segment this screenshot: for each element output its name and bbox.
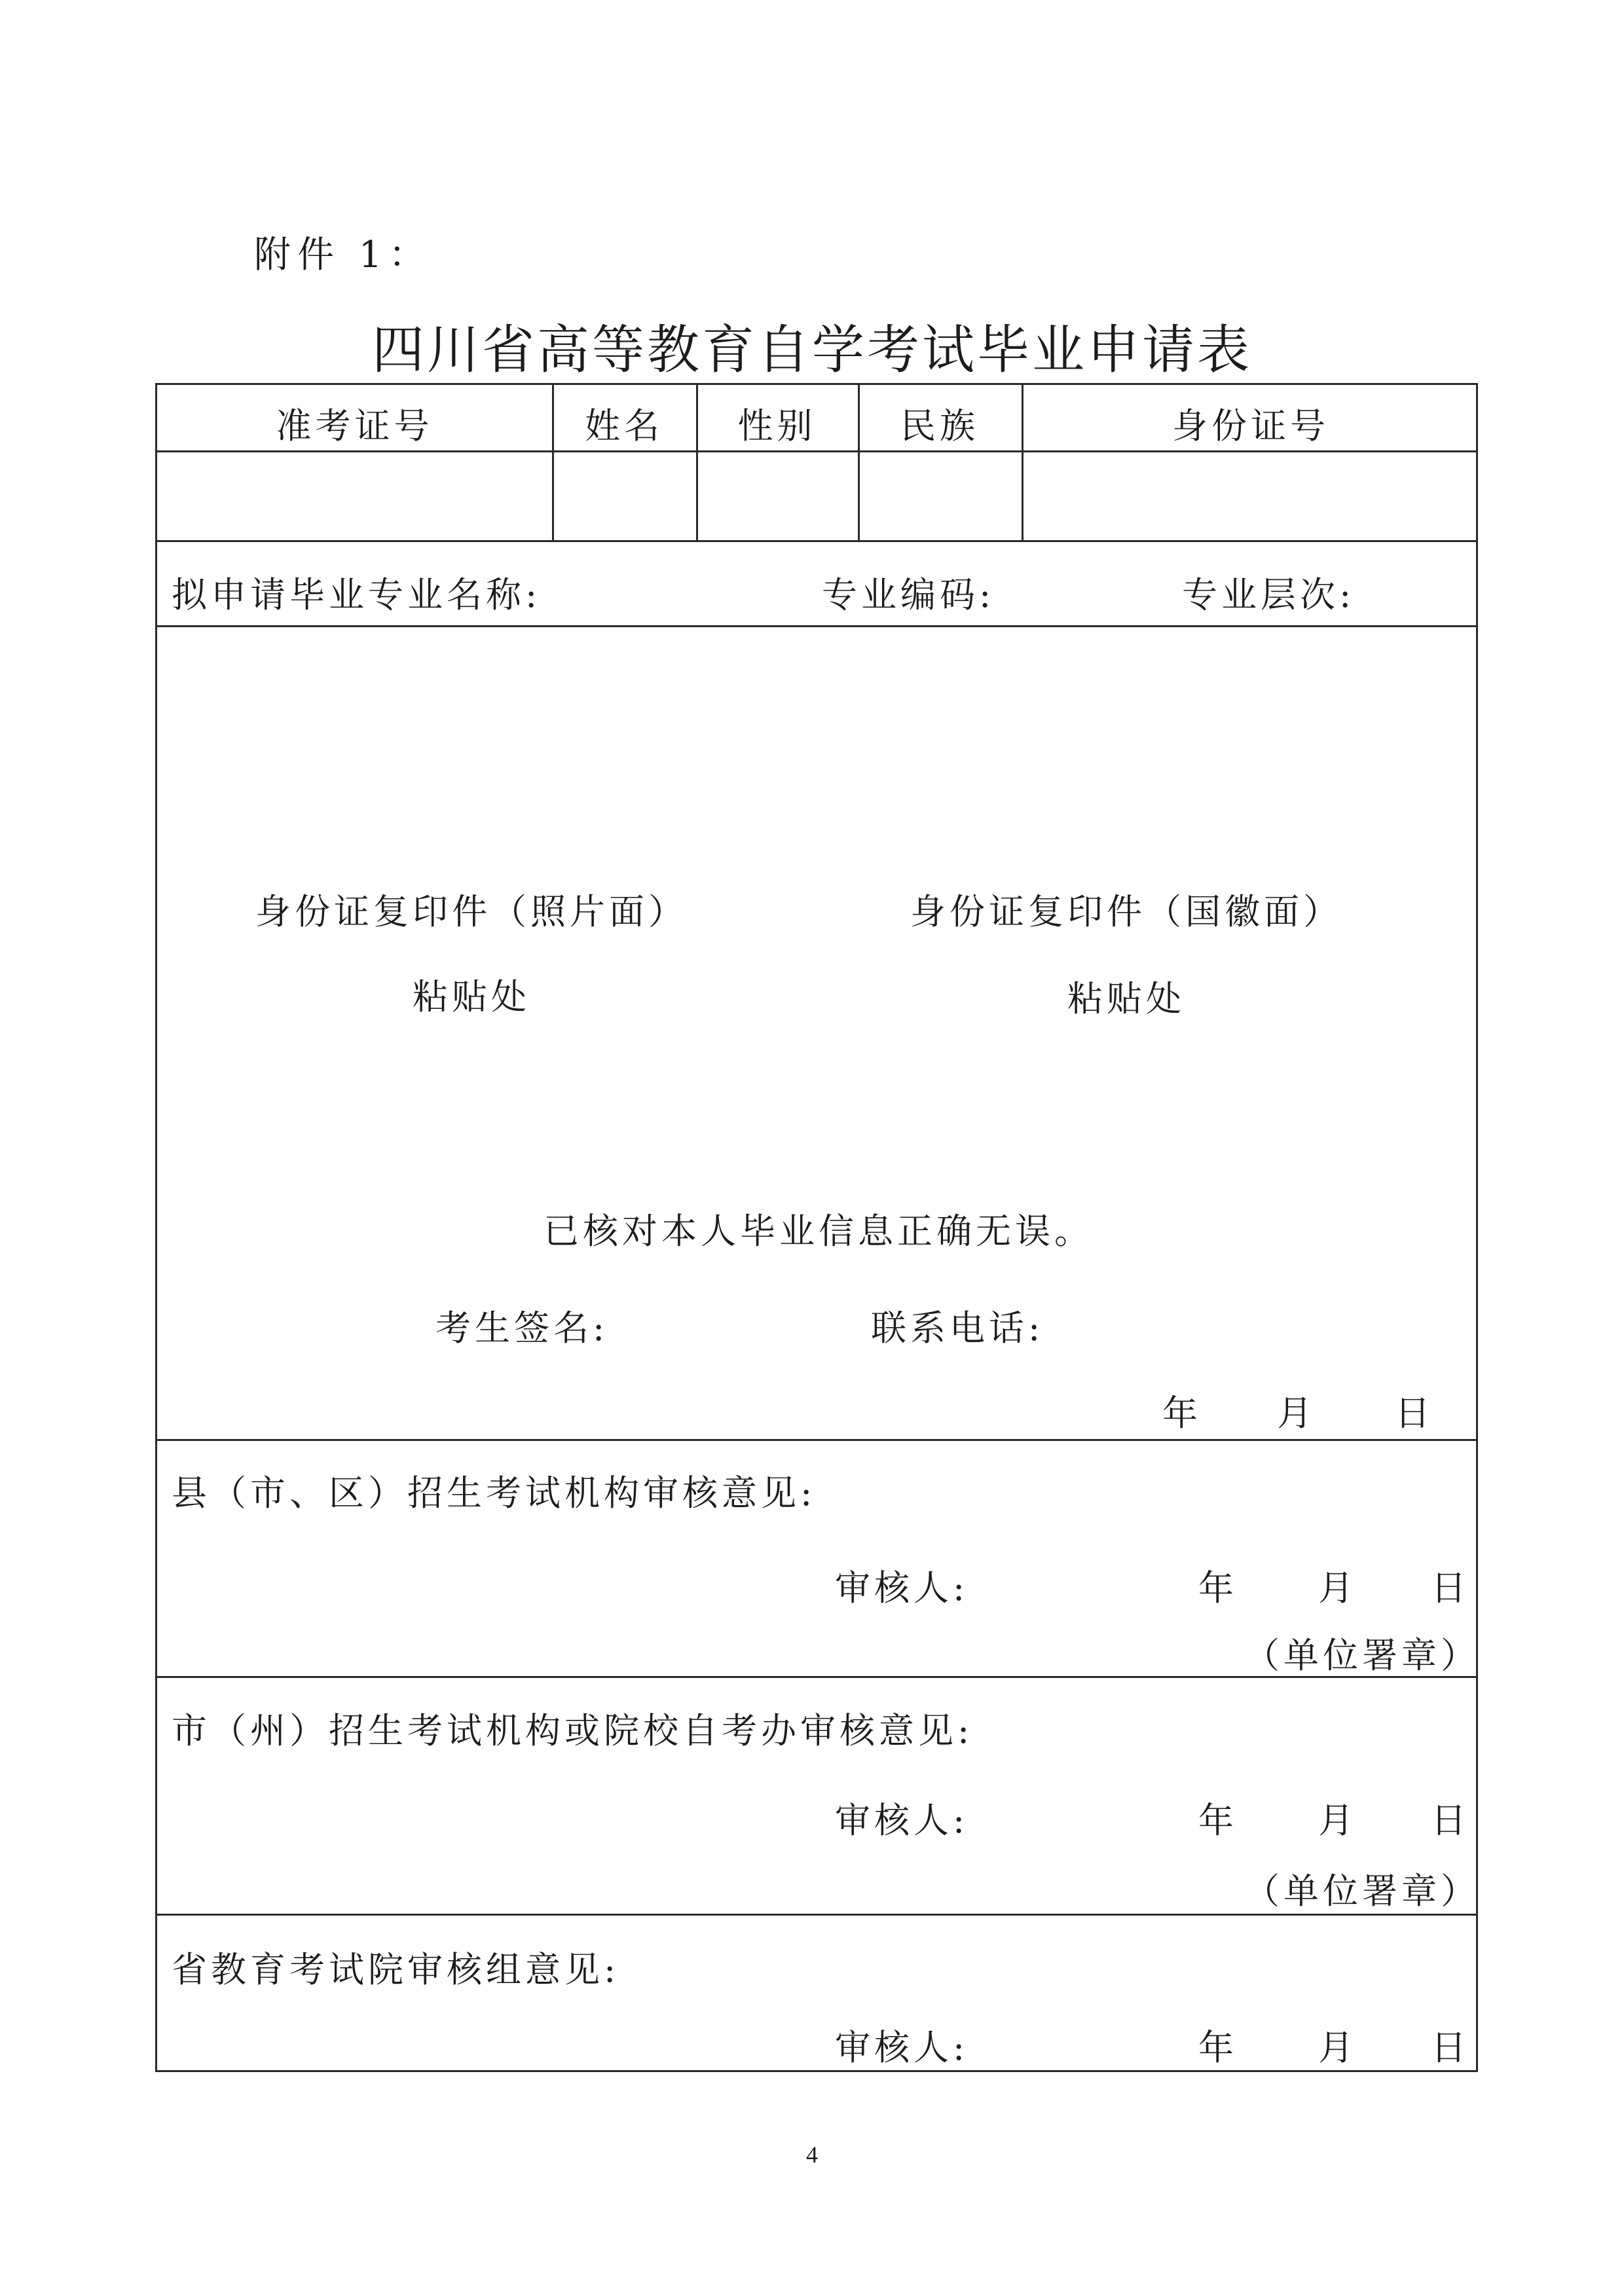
exam-id-field[interactable] — [159, 452, 550, 538]
confirmation-statement: 已核对本人毕业信息正确无误。 — [544, 1211, 1094, 1252]
county-seal-note: （单位署章） — [1244, 1635, 1480, 1676]
header-ethnicity: 民族 — [900, 405, 979, 446]
city-reviewer-label: 审核人: — [835, 1800, 969, 1841]
county-reviewer-label: 审核人: — [835, 1567, 969, 1609]
id-back-paste: 粘贴处 — [1067, 978, 1185, 1019]
header-gender: 性别 — [737, 405, 817, 446]
ethnicity-field[interactable] — [860, 452, 1020, 538]
attachment-label: 附件 1： — [254, 234, 432, 276]
province-date-month: 月 — [1318, 2027, 1357, 2068]
id-front-label: 身份证复印件（照片面） — [255, 891, 688, 932]
date-year: 年 — [1162, 1393, 1202, 1434]
province-date-year: 年 — [1198, 2027, 1238, 2068]
name-field[interactable] — [554, 452, 694, 538]
date-day: 日 — [1395, 1393, 1434, 1434]
city-date-day: 日 — [1431, 1800, 1470, 1841]
city-seal-note: （单位署章） — [1244, 1870, 1480, 1912]
date-month: 月 — [1277, 1393, 1316, 1434]
city-date-year: 年 — [1198, 1800, 1238, 1841]
major-code-label: 专业编码: — [822, 574, 995, 615]
header-name: 姓名 — [585, 405, 663, 446]
major-name-label: 拟申请毕业专业名称: — [172, 574, 542, 615]
form-title: 四川省高等教育自学考试毕业申请表 — [372, 319, 1252, 380]
gender-field[interactable] — [698, 452, 856, 538]
application-form — [155, 383, 1478, 2072]
row-divider — [157, 540, 1476, 542]
signature-label: 考生签名: — [435, 1307, 609, 1349]
province-review-title: 省教育考试院审核组意见: — [172, 1949, 620, 1990]
phone-label: 联系电话: — [871, 1307, 1044, 1349]
major-level-label: 专业层次: — [1182, 574, 1356, 615]
county-review-title: 县（市、区）招生考试机构审核意见: — [172, 1472, 817, 1514]
row-divider — [157, 625, 1476, 627]
header-id-number: 身份证号 — [1172, 405, 1329, 446]
id-number-field[interactable] — [1024, 452, 1478, 538]
row-divider — [157, 1439, 1476, 1441]
row-divider — [157, 1914, 1476, 1916]
county-date-month: 月 — [1318, 1567, 1357, 1609]
id-front-paste: 粘贴处 — [413, 976, 530, 1017]
page-number: 4 — [806, 2141, 818, 2168]
city-review-title: 市（州）招生考试机构或院校自考办审核意见: — [172, 1710, 974, 1751]
county-date-day: 日 — [1431, 1567, 1470, 1609]
city-date-month: 月 — [1318, 1800, 1357, 1841]
id-back-label: 身份证复印件（国徽面） — [910, 891, 1342, 932]
county-date-year: 年 — [1198, 1567, 1238, 1609]
province-date-day: 日 — [1431, 2027, 1470, 2068]
province-reviewer-label: 审核人: — [835, 2027, 969, 2068]
header-exam-id: 准考证号 — [276, 405, 434, 446]
